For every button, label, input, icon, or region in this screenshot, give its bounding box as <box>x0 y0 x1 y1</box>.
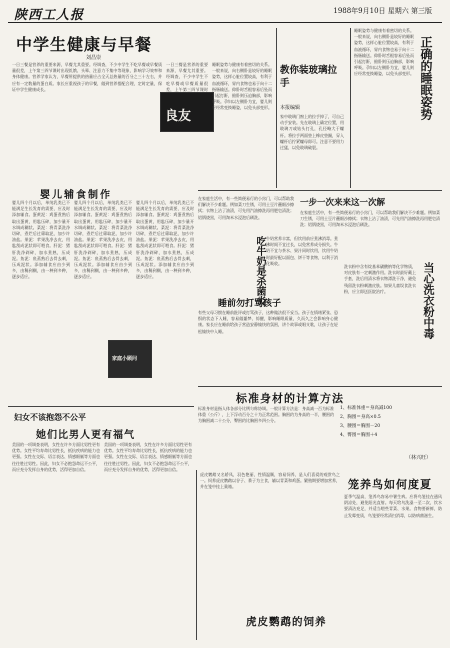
body-shape-list <box>340 404 440 440</box>
article-body-breakfast-cont: 一日三餐是营养的重要来源，早餐尤其重要。经调查，不少中学生不吃早餐或早餐质量很差，上午第三四节课时 <box>166 62 208 92</box>
article-title-tips: 一步一次来来这一次解 <box>300 198 386 208</box>
body-shape-list-item: 4、臀围＝胸围＋4 <box>340 433 378 438</box>
article-title-bird-summer: 笼养鸟如何度夏 <box>348 478 432 491</box>
article-title-breakfast: 中学生健康与早餐 <box>16 35 153 54</box>
article-body-sleep-posture: 睡眠姿势与健康有着密切的关系。一般来说，向右侧卧是较好的睡眠姿势，这样心脏位置较高，有利于血液循环，胃内食物也易于向十二指肠输送。仰卧时舌根容易后坠而引起打鼾，俯卧则压迫胸部，影响呼吸。孕妇以左侧卧为宜，婴儿则应经常变换睡姿，以免头部变形。 <box>354 28 414 77</box>
article-body-middle: 睡眠姿势与健康有着密切的关系。一般来说，向右侧卧是较好的睡眠姿势，这样心脏位置较高，有利于血液循环，胃内食物也易于向十二指肠输送。仰卧时舌根容易后坠而引起打鼾，俯卧则压迫胸部，影响呼吸。孕妇以左侧卧为宜，婴儿则应经常变换睡姿，以免头部变形。 <box>212 62 272 111</box>
article-body-breakfast: 一日三餐是营养的重要来源，早餐尤其重要。经调查，不少中学生不吃早餐或早餐质量很差，上午第三四节课时出现饥饿、头晕、注意力不集中等现象，影响学习效率和身体健康。营养学家认为，早餐所提供的热量应占全天总热量的百分之三十左右，并应有一定数量的蛋白质。家长应重视孩子的早餐，做到营养搭配合理，定时定量，保证中学生健康成长。 <box>12 62 162 92</box>
article-body-budgie: 虎皮鹦鹉又名娇凤，羽色艳丽，性情温顺，容易饲养，是人们喜爱的观赏鸟之一。饲养虎皮鹦鹉以谷子、黍子为主食，辅以青菜和鸡蛋。繁殖期要增加营养，并在笼中挂上巢箱。 <box>200 472 340 490</box>
article-body-bedtime: 有些父母习惯在睡前批评或打骂孩子，这种做法很不妥当。孩子在情绪紧张、恐惧的状态下入睡，容易做噩梦、惊醒，影响睡眠质量，久而久之会影响身心健康。家长应在睡前给孩子营造安静愉快的氛围，讲个故事或唱支歌，让孩子在轻松愉快中入睡。 <box>198 310 338 334</box>
article-title-glass-handle: 教你装玻璃拉手 <box>280 65 338 89</box>
article-body-washing-powder: 洗衣粉中含有烷基苯磺酸钠等化学物质，对皮肤有一定刺激作用。洗衣时最好戴上手套，洗后用清水将衣物漂洗干净，避免残留洗衣粉刺激皮肤。如果儿童误食洗衣粉，应立即送医院治疗。 <box>344 264 416 294</box>
column-rule-bottom <box>196 470 197 640</box>
article-body-baby-food-3: 婴儿四个月以后，单纯乳类已不能满足生长发育的需要，应及时添加辅食。蛋黄泥：鸡蛋煮熟后取出蛋黄，用匙压碎，加少量开水调成糊状。菜泥：将青菜洗净切碎，煮烂后过筛取泥，加少许油盐。果泥：苹果洗净去皮，用匙刮成泥状即可喂食。肝泥：猪肝洗净剁碎，加水煮熟，压成泥。鱼泥：鱼蒸熟后去骨去刺，压成泥状。添加辅食应由少到多，由稀到稠，由一种到多种，逐步适应。 <box>136 200 194 280</box>
column-rule-1 <box>276 28 277 188</box>
illustration-label-family: 家庭小顾问 <box>112 356 138 362</box>
article-body-glass-handle: 家中玻璃门窗上的拉手掉了，可自己动手安装。先在玻璃上确定位置，用玻璃刀或钻头打孔，孔径略大于螺杆。将拉手两面垫上橡皮垫圈，穿入螺杆后拧紧螺母即可。注意不要用力过猛，以免玻璃破裂。 <box>280 114 344 151</box>
article-note-body-shape: （林兴旺） <box>406 455 432 461</box>
article-title-baby-food: 婴儿辅食制作 <box>40 190 112 201</box>
column-rule-2 <box>350 28 351 188</box>
article-title-body-shape: 标准身材的计算方法 <box>236 392 344 405</box>
article-body-tips-2: 在家庭生活中，有一些简便易行的小窍门，可以帮助我们解决不少难题。例如菜刀生锈，可用土豆片蘸细沙擦拭；衣物上沾了油渍，可先用汽油擦洗再用肥皂清洗；铝锅烧黑，可用淘米水浸泡后刷洗。 <box>300 210 440 228</box>
illustration-box-liangyou <box>160 92 214 132</box>
body-shape-list-item: 2、胸围＝身高×0.5 <box>340 415 381 420</box>
body-shape-list-item: 1、标准体重＝身高减100 <box>340 406 392 411</box>
newspaper-masthead: 陕西工人报 <box>14 8 85 23</box>
article-body-women-1: 美国的一项调查表明，女性在许多方面比男性更有优势。女性平均寿命比男性长，抵抗疾病的能力也更强。女性在交际、语言表达、情感细腻等方面也往往胜过男性。因此，妇女不必抱怨命运不公平，而应充分发挥自身的优势，活得更加自信。 <box>12 442 100 472</box>
article-author-breakfast: 刘昌崇 <box>86 55 102 61</box>
article-body-tips-1: 在家庭生活中，有一些简便易行的小窍门，可以帮助我们解决不少难题。例如菜刀生锈，可用土豆片蘸细沙擦拭；衣物上沾了油渍，可先用汽油擦洗再用肥皂清洗；铝锅烧黑，可用淘米水浸泡后刷洗。 <box>198 196 294 220</box>
article-title-washing-powder: 当心洗衣粉中毒 <box>422 262 435 339</box>
article-title-bedtime: 睡前勿打骂孩子 <box>218 299 282 309</box>
date-line: 1988年9月10日 星期六 第三版 <box>333 7 432 15</box>
article-title-milk: 吃牛奶是杀菌炎 <box>254 236 265 306</box>
section-rule-mid <box>198 190 442 191</box>
article-body-women-2: 美国的一项调查表明，女性在许多方面比男性更有优势。女性平均寿命比男性长，抵抗疾病的能力也更强。女性在交际、语言表达、情感细腻等方面也往往胜过男性。因此，妇女不必抱怨命运不公平，而应充分发挥自身的优势，活得更加自信。 <box>104 442 192 472</box>
section-rule-left-bottom <box>8 406 194 407</box>
article-body-baby-food-1: 婴儿四个月以后，单纯乳类已不能满足生长发育的需要，应及时添加辅食。蛋黄泥：鸡蛋煮熟后取出蛋黄，用匙压碎，加少量开水调成糊状。菜泥：将青菜洗净切碎，煮烂后过筛取泥，加少许油盐。果泥：苹果洗净去皮，用匙刮成泥状即可喂食。肝泥：猪肝洗净剁碎，加水煮熟，压成泥。鱼泥：鱼蒸熟后去骨去刺，压成泥状。添加辅食应由少到多，由稀到稠，由一种到多种，逐步适应。 <box>12 200 70 280</box>
article-byline-glass-handle: 本报编辑 <box>280 105 301 111</box>
article-body-baby-food-2: 婴儿四个月以后，单纯乳类已不能满足生长发育的需要，应及时添加辅食。蛋黄泥：鸡蛋煮熟后取出蛋黄，用匙压碎，加少量开水调成糊状。菜泥：将青菜洗净切碎，煮烂后过筛取泥，加少许油盐。果泥：苹果洗净去皮，用匙刮成泥状即可喂食。肝泥：猪肝洗净剁碎，加水煮熟，压成泥。鱼泥：鱼蒸熟后去骨去刺，压成泥状。添加辅食应由少到多，由稀到稠，由一种到多种，逐步适应。 <box>74 200 132 280</box>
illustration-label: 良友 <box>165 109 192 124</box>
article-body-milk: 牛奶营养丰富，但饮用前应煮沸消毒。煮沸时间不宜过长，以免营养成分损失。牛奶不宜与茶水、果汁同时饮用，饮用牛奶时最好配以面包、饼干等食物，以利于消化吸收。 <box>266 236 338 266</box>
article-title-budgie: 虎皮鹦鹉的饲养 <box>246 616 327 628</box>
article-title-women: 她们比男人更有福气 <box>36 430 135 441</box>
article-title-sleep-posture: 正确的睡眠姿势 <box>419 36 433 120</box>
article-body-bird-summer: 夏季气温高，笼养鸟容易中暑生病。应将鸟笼挂在通风阴凉处，避免阳光直射。每天给鸟洗澡一至二次，饮水要清洁充足，并适当喂些青菜、水果。食物要新鲜，防止发霉变质，鸟笼要经常清扫消毒，以防病菌滋生。 <box>344 494 442 518</box>
top-rule <box>8 22 442 23</box>
illustration-box-family <box>108 340 152 378</box>
article-kicker-women: 妇女不该抱怨不公平 <box>14 413 86 422</box>
article-body-body-shape: 标准身材是指人体各部分比例匀称协调。一般计算方法是：身高减一百为标准体重（公斤），上下浮动百分之十为正常范围。胸围约为身高的一半，腰围约为胸围减二十公分，臀围约比胸围多四公分。 <box>198 406 334 424</box>
section-rule-body <box>198 386 442 387</box>
body-shape-list-item: 3、腰围＝胸围－20 <box>340 424 381 429</box>
